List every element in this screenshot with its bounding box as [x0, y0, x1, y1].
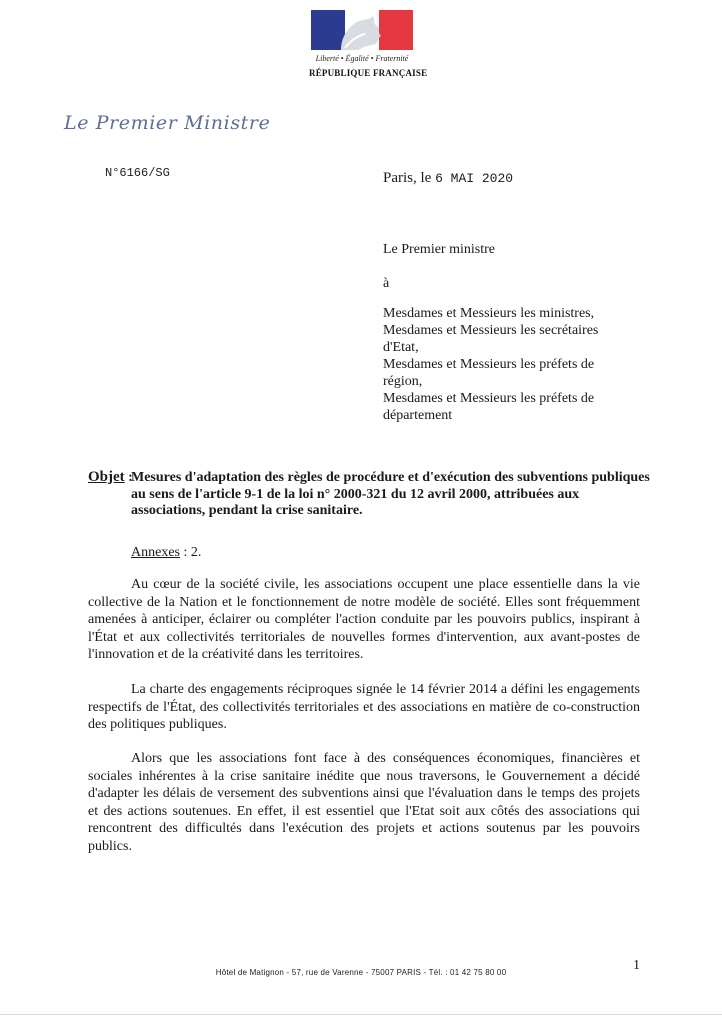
- reference-number: N°6166/SG: [105, 166, 170, 180]
- annexes-line: [131, 545, 201, 561]
- recipient-line: Mesdames et Messieurs les préfets de: [383, 357, 595, 372]
- recipient-line: Mesdames et Messieurs les préfets de: [383, 391, 595, 406]
- recipient-line: région,: [383, 374, 423, 389]
- body-paragraph: Au cœur de la société civile, les associations occupent une place essentielle dans la vie collective de la Nation et le fonctionnement de notre modèle de société. Elles sont fréquemment amenées à anticiper, éclairer ou compléter l'action conduite par les pouvoirs publics, inspirant à l'État et aux collectivités territoriales de nouvelles formes d'intervention, aux avant-postes de l'innovation et de la créativité dans les territoires.: [88, 577, 640, 663]
- body-paragraph: Alors que les associations font face à des conséquences économiques, financières et sociales inhérentes à la crise sanitaire inédite que nous traversons, le Gouvernement a décidé d'adapter les délais de versement des subventions ainsi que l'évaluation dans le temps des projets et des actions soutenues. En effet, il est essentiel que l'Etat soit aux côtés des associations qui rencontrent des difficultés dans l'exécution des projets et actions soutenus par les pouvoirs publics.: [88, 751, 640, 854]
- address-recipients: [383, 305, 638, 424]
- subject-label: Objet: [88, 469, 125, 485]
- date-stamp: 6 MAI 2020: [435, 171, 514, 186]
- annexes-label: Annexes: [131, 545, 180, 560]
- recipient-line: Mesdames et Messieurs les secrétaires: [383, 323, 599, 338]
- date-place: Paris, le: [383, 170, 432, 186]
- address-from: Le Premier ministre: [383, 242, 495, 257]
- marianne-logo: [309, 10, 428, 82]
- footer-address: Hôtel de Matignon - 57, rue de Varenne - 75007 PARIS - Tél. : 01 42 75 80 00: [215, 968, 507, 977]
- flag-icon: [311, 10, 413, 50]
- date-line: [383, 170, 513, 187]
- page-number: 1: [633, 958, 640, 973]
- recipient-line: d'Etat,: [383, 340, 419, 355]
- subject-separator: :: [124, 470, 133, 485]
- annexes-value: : 2.: [180, 545, 202, 560]
- republic-name: RÉPUBLIQUE FRANÇAISE: [309, 68, 428, 78]
- sender-signature: Le Premier Ministre: [64, 112, 271, 134]
- republic-motto: Liberté • Égalité • Fraternité: [315, 54, 409, 63]
- scan-edge-divider: [0, 1014, 722, 1015]
- subject-text: Mesures d'adaptation des règles de procédure et d'exécution des subventions publiques au sens de l'article 9-1 de la loi n° 2000-321 du 12 avril 2000, attribuées aux associations, pendant la crise sanitaire.: [131, 470, 650, 518]
- body-paragraph: La charte des engagements réciproques signée le 14 février 2014 a défini les engagements respectifs de l'État, des collectivités territoriales et des associations en matière de co-construction des politiques publiques.: [88, 682, 640, 733]
- address-to-word: à: [383, 276, 390, 291]
- recipient-line: département: [383, 408, 453, 423]
- recipient-line: Mesdames et Messieurs les ministres,: [383, 306, 595, 321]
- subject-block: [88, 469, 653, 520]
